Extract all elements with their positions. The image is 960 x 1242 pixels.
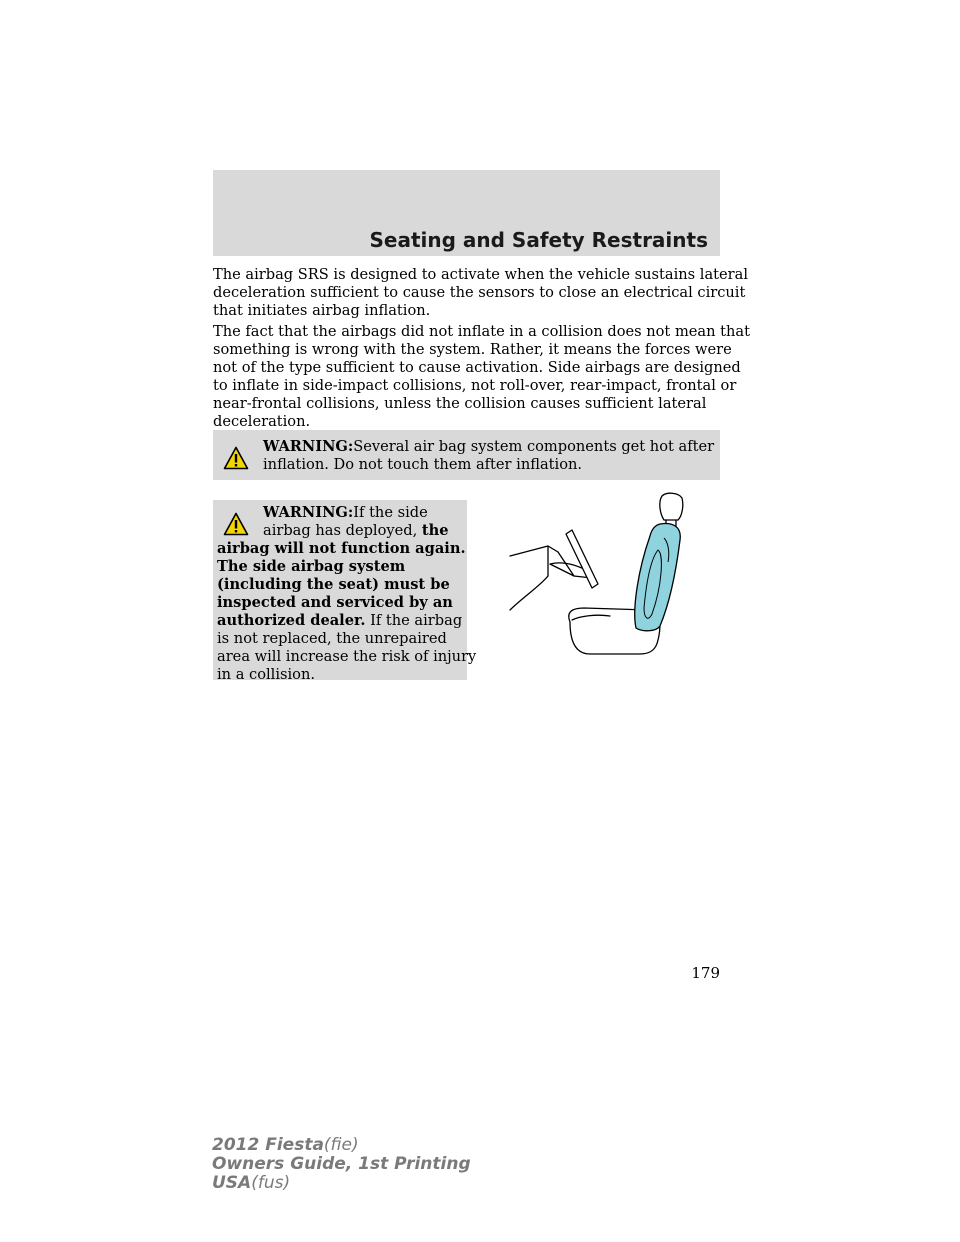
warning-box-side-airbag	[213, 500, 477, 683]
text-line: that initiates airbag inflation.	[213, 302, 431, 319]
page-number: 179	[691, 964, 720, 982]
text-line: The airbag SRS is designed to activate when the vehicle sustains lateral	[213, 266, 748, 283]
warning-text: WARNING:Several air bag system components get hot after inflation. Do not touch them after inflation.	[263, 438, 715, 473]
warning-text: airbag will not function again. The side airbag system (including the seat) must be inspected and serviced by an authorized dealer. If the airbag is not replaced, the unrepaired area will increase the risk of injury in a collision.	[217, 540, 477, 683]
document-footer: 2012 Fiesta(fie) Owners Guide, 1st Printing USA(fus)	[212, 1135, 471, 1193]
section-header-band	[213, 170, 720, 256]
text-line: near-frontal collisions, unless the collision causes sufficient lateral	[213, 395, 707, 412]
text-line: to inflate in side-impact collisions, not roll-over, rear-impact, frontal or	[213, 377, 737, 394]
warning-triangle-icon	[223, 512, 249, 536]
seat-side-airbag-illustration	[500, 490, 700, 665]
warning-label: WARNING:	[263, 438, 354, 455]
text-line: deceleration sufficient to cause the sensors to close an electrical circuit	[213, 284, 746, 301]
warning-label: WARNING:	[263, 504, 354, 521]
text-line: The fact that the airbags did not inflate in a collision does not mean that	[213, 323, 750, 340]
side-airbag-shape	[635, 524, 680, 631]
text-line: not of the type sufficient to cause activation. Side airbags are designed	[213, 359, 741, 376]
paragraph-no-inflation	[213, 323, 750, 431]
warning-box-hot-components	[213, 430, 720, 480]
warning-triangle-icon	[223, 446, 249, 470]
section-title: Seating and Safety Restraints	[369, 228, 708, 252]
paragraph-activation	[213, 266, 748, 320]
warning-text: WARNING:If the side airbag has deployed, the	[263, 504, 449, 539]
text-line: something is wrong with the system. Rather, it means the forces were	[213, 341, 732, 358]
text-line: deceleration.	[213, 413, 311, 430]
